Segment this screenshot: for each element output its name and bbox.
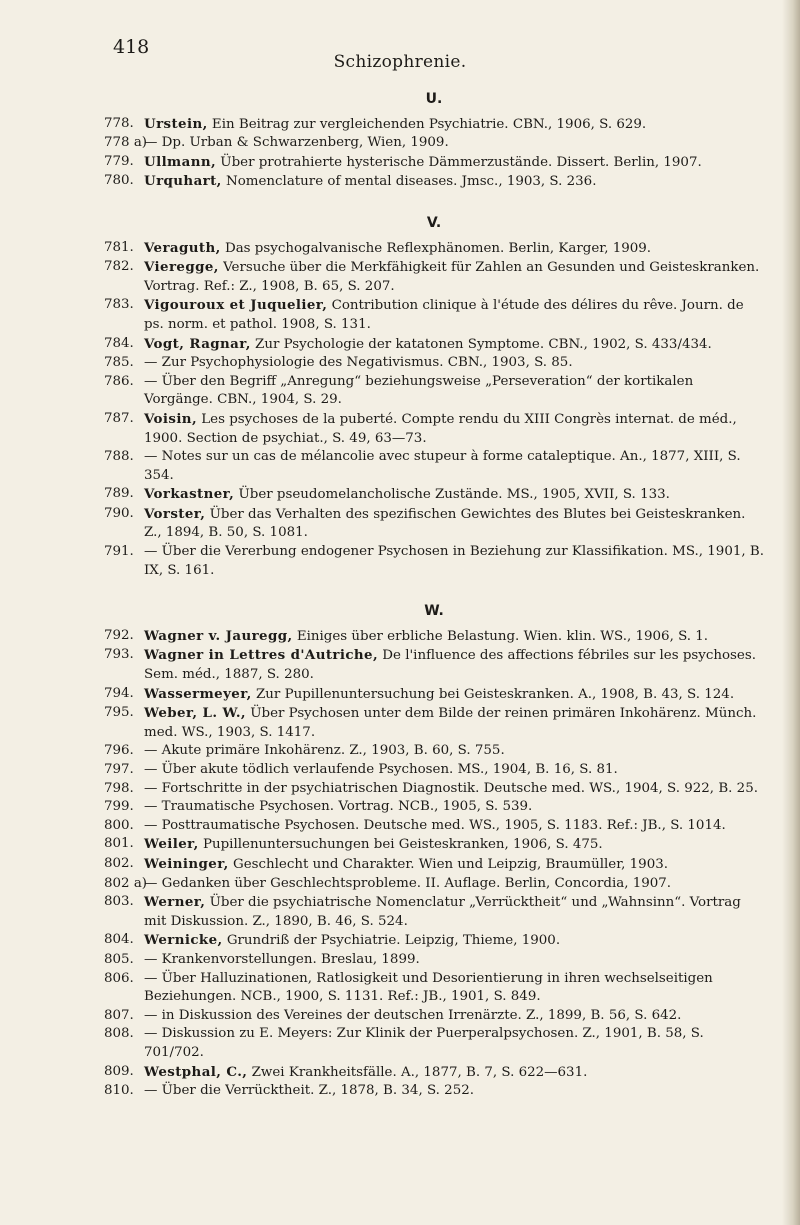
bibliography-entry (104, 1063, 764, 1083)
entry-number: 803. (104, 894, 134, 910)
entry-text (144, 1063, 764, 1083)
bibliography-entry (104, 970, 764, 1007)
entry-citation: Über pseudomelancholische Zustände. MS., 1905, XVII, S. 133. (234, 487, 670, 503)
bibliography-entry (104, 172, 764, 192)
bibliography-entry (104, 835, 764, 855)
entry-author: Weiler, (144, 836, 199, 853)
entry-citation: — Zur Psychophysiologie des Negativismus. CBN., 1903, S. 85. (144, 355, 573, 371)
entry-number: 808. (104, 1026, 134, 1042)
entry-citation: — Traumatische Psychosen. Vortrag. NCB., 1905, S. 539. (144, 799, 533, 815)
entry-text (144, 817, 764, 836)
entry-text (144, 505, 764, 543)
entry-citation: — Über Halluzinationen, Ratlosigkeit und Desorientierung in ihren wechselseitigen Beziehungen. NCB., 1900, S. 1131. Ref.: JB., 1901, S. 849. (144, 970, 713, 1005)
entry-text (144, 258, 764, 296)
entry-text (144, 855, 764, 875)
entry-citation: Pupillenuntersuchungen bei Geisteskranken, 1906, S. 475. (198, 837, 603, 853)
bibliography-entry (104, 1025, 764, 1062)
entry-text (144, 1007, 764, 1026)
entry-citation: Einiges über erbliche Belastung. Wien. klin. WS., 1906, S. 1. (292, 628, 709, 644)
entry-citation: — Dp. Urban & Schwarzenberg, Wien, 1909. (144, 135, 449, 151)
entry-citation: — Fortschritte in der psychiatrischen Diagnostik. Deutsche med. WS., 1904, S. 922, B. 25. (144, 780, 758, 796)
bibliography-entry (104, 485, 764, 505)
entry-citation: Grundriß der Psychiatrie. Leipzig, Thieme, 1900. (222, 933, 561, 949)
entry-author: Urstein, (144, 115, 208, 132)
bibliography-entry (104, 258, 764, 296)
bibliography-entry (104, 448, 764, 485)
entry-text (144, 875, 764, 894)
entry-author: Veraguth, (144, 239, 221, 256)
entry-text (144, 239, 764, 259)
bibliography-entry (104, 115, 764, 135)
bibliography-entry (104, 893, 764, 931)
bibliography-entry (104, 951, 764, 970)
entry-number: 781. (104, 239, 134, 255)
bibliography-entry (104, 704, 764, 742)
bibliography-entry (104, 875, 764, 894)
entry-citation: — Über die Verrücktheit. Z., 1878, B. 34, S. 252. (144, 1083, 474, 1099)
bibliography-entry (104, 627, 764, 647)
entry-author: Vogt, Ragnar, (144, 335, 251, 352)
entry-citation: — Akute primäre Inkohärenz. Z., 1903, B. 60, S. 755. (144, 743, 505, 759)
entry-citation: Les psychoses de la puberté. Compte rendu du XIII Congrès internat. de méd., 1900. Section de psychiat., S. 49, 63—73. (144, 411, 737, 446)
entry-citation: Über die psychiatrische Nomenclatur „Verrücktheit“ und „Wahnsinn“. Vortrag mit Diskussion. Z., 1890, B. 46, S. 524. (144, 895, 741, 929)
entry-text (144, 742, 764, 761)
entry-text (144, 373, 764, 410)
entry-citation: Zur Psychologie der katatonen Symptome. CBN., 1902, S. 433/434. (250, 336, 712, 352)
entry-number: 791. (104, 544, 134, 560)
running-head: Schizophrenie. (333, 52, 467, 72)
entry-number: 790. (104, 505, 134, 521)
entry-number: 800. (104, 817, 134, 833)
entry-number: 796. (104, 743, 134, 759)
entry-number: 806. (104, 970, 134, 986)
entry-number: 798. (104, 780, 134, 796)
bibliography-entry (104, 685, 764, 705)
entry-author: Westphal, C., (144, 1063, 248, 1080)
entry-citation: — Über akute tödlich verlaufende Psychosen. MS., 1904, B. 16, S. 81. (144, 762, 618, 777)
entry-citation: — Krankenvorstellungen. Breslau, 1899. (144, 951, 420, 967)
bibliography-entry (104, 1082, 764, 1101)
entry-author: Voisin, (144, 410, 198, 427)
bibliography-entry (104, 646, 764, 684)
entry-number: 794. (104, 685, 134, 701)
entry-text (144, 296, 764, 334)
entry-number: 797. (104, 762, 134, 777)
entry-number: 805. (104, 951, 134, 967)
entry-text (144, 134, 764, 153)
entry-number: 802. (104, 855, 134, 871)
entry-text (144, 685, 764, 705)
entry-text (144, 1025, 764, 1062)
bibliography-entry (104, 239, 764, 259)
entry-citation: — Notes sur un cas de mélancolie avec stupeur à forme cataleptique. An., 1877, XIII, S. 354. (144, 449, 741, 483)
entry-author: Urquhart, (144, 173, 222, 190)
entry-citation: Über protrahierte hysterische Dämmerzustände. Dissert. Berlin, 1907. (216, 154, 702, 170)
entry-author: Vorster, (144, 505, 206, 522)
bibliography-entry (104, 410, 764, 448)
entry-author: Werner, (144, 894, 206, 911)
entry-number: 788. (104, 449, 134, 465)
entry-text (144, 835, 764, 855)
entry-author: Vorkastner, (144, 486, 235, 503)
entry-text (144, 1082, 764, 1101)
entry-number: 809. (104, 1063, 134, 1079)
entry-citation: Geschlecht und Charakter. Wien und Leipzig, Braumüller, 1903. (228, 856, 668, 872)
entry-text (144, 485, 764, 505)
entry-number: 804. (104, 932, 134, 948)
entry-text (144, 780, 764, 799)
entry-number: 782. (104, 259, 134, 275)
bibliography-entry (104, 855, 764, 875)
entry-citation: De l'influence des affections fébriles sur les psychoses. Sem. méd., 1887, S. 280. (144, 648, 756, 683)
entry-number: 784. (104, 335, 134, 351)
entry-citation: Contribution clinique à l'étude des délires du rêve. Journ. de ps. norm. et pathol. 1908, S. 131. (144, 298, 744, 332)
bibliography-entry (104, 817, 764, 836)
entry-author: Weber, L. W., (144, 705, 246, 722)
entry-number: 785. (104, 355, 134, 371)
bibliography-entry (104, 296, 764, 334)
entry-number: 778 a) (104, 135, 148, 151)
entry-author: Wagner in Lettres d'Autriche, (144, 647, 379, 664)
entry-author: Weininger, (144, 855, 229, 872)
bibliography-entry (104, 543, 764, 580)
entry-citation: Nomenclature of mental diseases. Jmsc., 1903, S. 236. (221, 174, 597, 190)
entry-number: 802 a) (104, 875, 148, 891)
entry-citation: — Über den Begriff „Anregung“ beziehungsweise „Perseveration“ der kortikalen Vorgänge. CBN., 1904, S. 29. (144, 373, 694, 408)
bibliography-entry (104, 931, 764, 951)
entry-citation: Über Psychosen unter dem Bilde der reinen primären Inkohärenz. Münch. med. WS., 1903, S. 1417. (144, 706, 757, 740)
entry-number: 801. (104, 836, 134, 852)
bibliography-entry (104, 780, 764, 799)
entry-text (144, 448, 764, 485)
page-edge-shadow (782, 0, 800, 1225)
page-number: 418 (113, 36, 150, 58)
entry-text (144, 646, 764, 684)
entry-author: Wernicke, (144, 932, 223, 949)
entry-number: 779. (104, 153, 134, 169)
entry-citation: Das psychogalvanische Reflexphänomen. Berlin, Karger, 1909. (220, 240, 652, 256)
bibliography-entry (104, 335, 764, 355)
entry-number: 807. (104, 1007, 134, 1023)
entry-author: Vigouroux et Juquelier, (144, 297, 328, 314)
entry-text (144, 410, 764, 448)
entry-text (144, 931, 764, 951)
entry-citation: Zwei Krankheitsfälle. A., 1877, B. 7, S. 622—631. (247, 1064, 588, 1080)
entry-number: 780. (104, 173, 134, 189)
entry-citation: Versuche über die Merkfähigkeit für Zahlen an Gesunden und Geisteskranken. Vortrag. Ref.: Z., 1908, B. 65, S. 207. (144, 260, 760, 294)
bibliography-entry (104, 354, 764, 373)
bibliography-entry (104, 798, 764, 817)
section-letter: V. (426, 214, 442, 231)
entry-citation: — Über die Vererbung endogener Psychosen in Beziehung zur Klassifikation. MS., 1901, B. IX, S. 161. (144, 544, 764, 578)
entry-number: 778. (104, 115, 134, 131)
entry-text (144, 543, 764, 580)
entry-text (144, 335, 764, 355)
entry-text (144, 627, 764, 647)
entry-citation: Ein Beitrag zur vergleichenden Psychiatrie. CBN., 1906, S. 629. (207, 116, 647, 132)
entry-number: 795. (104, 705, 134, 721)
entry-text (144, 172, 764, 192)
entry-author: Wassermeyer, (144, 685, 252, 702)
entry-text (144, 798, 764, 817)
entry-text (144, 893, 764, 931)
entry-text (144, 761, 764, 780)
entry-number: 787. (104, 410, 134, 426)
bibliography-entry (104, 373, 764, 410)
entry-citation: — in Diskussion des Vereines der deutschen Irrenärzte. Z., 1899, B. 56, S. 642. (144, 1007, 682, 1023)
entry-number: 793. (104, 647, 134, 663)
entry-number: 789. (104, 486, 134, 502)
entry-text (144, 704, 764, 742)
bibliography-entry (104, 153, 764, 173)
entry-number: 799. (104, 799, 134, 815)
entry-text (144, 115, 764, 135)
entry-number: 783. (104, 297, 134, 313)
entry-citation: — Gedanken über Geschlechtsprobleme. II. Auflage. Berlin, Concordia, 1907. (144, 875, 672, 891)
entry-number: 810. (104, 1083, 134, 1099)
entry-citation: Zur Pupillenuntersuchung bei Geisteskranken. A., 1908, B. 43, S. 124. (251, 686, 735, 702)
entry-text (144, 970, 764, 1007)
bibliography-entry (104, 505, 764, 543)
entry-author: Ullmann, (144, 153, 217, 170)
entry-text (144, 951, 764, 970)
bibliography-entry (104, 1007, 764, 1026)
section-letter: W. (424, 603, 444, 620)
entry-citation: — Diskussion zu E. Meyers: Zur Klinik der Puerperalpsychosen. Z., 1901, B. 58, S. 701/702. (144, 1026, 704, 1060)
entry-author: Wagner v. Jauregg, (144, 627, 293, 644)
entry-text (144, 354, 764, 373)
entry-citation: Über das Verhalten des spezifischen Gewichtes des Blutes bei Geisteskranken. Z., 1894, B. 50, S. 1081. (144, 506, 746, 541)
bibliography-entry (104, 134, 764, 153)
bibliography (104, 86, 764, 1101)
bibliography-entry (104, 742, 764, 761)
bibliography-entry (104, 761, 764, 780)
entry-author: Vieregge, (144, 259, 219, 276)
entry-text (144, 153, 764, 173)
section-letter: U. (425, 91, 443, 107)
entry-number: 792. (104, 627, 134, 643)
entry-citation: — Posttraumatische Psychosen. Deutsche med. WS., 1905, S. 1183. Ref.: JB., S. 1014. (144, 817, 726, 833)
entry-number: 786. (104, 373, 134, 389)
